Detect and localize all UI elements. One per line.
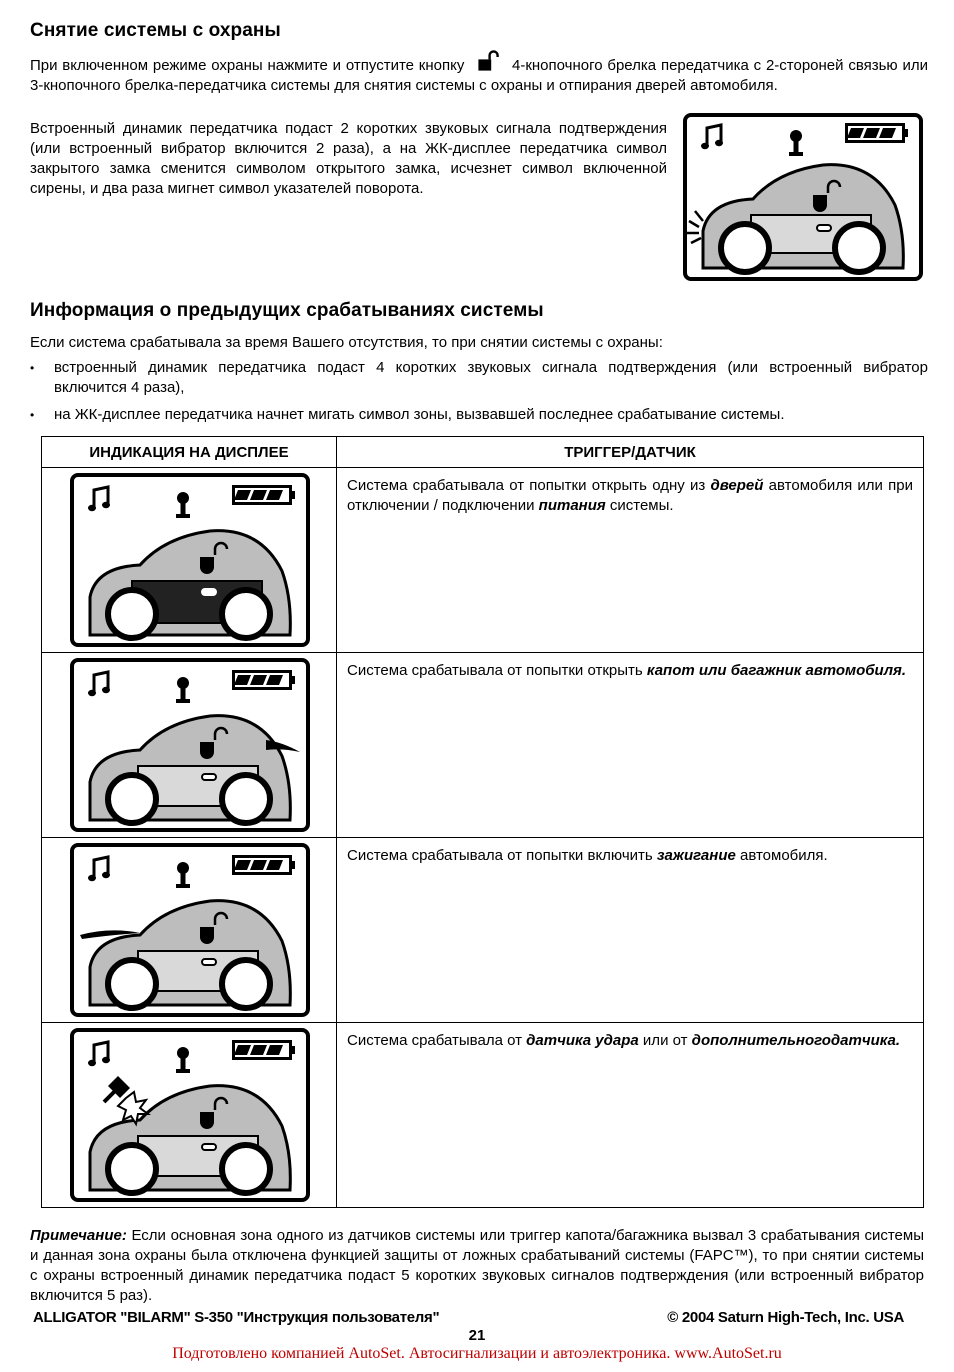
lcd-ignition-icon xyxy=(70,843,310,1017)
column-header-trigger: ТРИГГЕР/ДАТЧИК xyxy=(337,437,924,468)
autoset-link[interactable]: www.AutoSet.ru xyxy=(674,1345,782,1362)
display-cell xyxy=(42,468,337,653)
display-cell xyxy=(42,838,337,1023)
footer-copyright: © 2004 Saturn High-Tech, Inc. USA xyxy=(667,1309,904,1326)
battery-icon xyxy=(847,125,909,142)
display-cell xyxy=(42,653,337,838)
lcd-shock-sensor-icon xyxy=(70,1028,310,1202)
section-title-alarm-history: Информация о предыдущих срабатываниях системы xyxy=(30,300,544,321)
table-row xyxy=(42,468,924,653)
lcd-hood-trunk-icon xyxy=(70,658,310,832)
trigger-description: Система срабатывала от попытки включить зажигание автомобиля. xyxy=(337,838,924,1023)
table-row xyxy=(42,838,924,1023)
table-row xyxy=(42,653,924,838)
bullet-item-2: • на ЖК-дисплее передатчика начнет мигать символ зоны, вызвавшей последнее срабатывание системы. xyxy=(30,406,785,423)
trigger-description: Система срабатывала от попытки открыть одну из дверей автомобиля или при отключении / подключении питания системы. xyxy=(337,468,924,653)
page-number: 21 xyxy=(468,1327,486,1344)
unlock-button-icon xyxy=(475,49,501,73)
indication-table xyxy=(41,436,924,1208)
lcd-doors-icon xyxy=(70,473,310,647)
trigger-description: Система срабатывала от датчика удара или от дополнительногодатчика. xyxy=(337,1023,924,1208)
bullet-mark: • xyxy=(30,361,35,375)
column-header-display: ИНДИКАЦИЯ НА ДИСПЛЕЕ xyxy=(42,437,337,468)
credit-line: Подготовлено компанией AutoSet. Автосигнализации и автоэлектроника. www.AutoSet.ru xyxy=(172,1345,782,1362)
footer-product-title: ALLIGATOR "BILARM" S-350 "Инструкция пользователя" xyxy=(33,1309,440,1326)
display-cell xyxy=(42,1023,337,1208)
disarm-paragraph-2: Встроенный динамик передатчика подаст 2 коротких звуковых сигнала подтверждения (или встроенный вибратор включится 2 раза), а на ЖК-дисплее передатчика символ закрытого замка сменится символом открытого замка, исчезнет символ включенной сирены, и два раза мигнет символ указателей поворота. xyxy=(30,120,667,197)
section-title-disarm: Снятие системы с охраны xyxy=(30,20,281,41)
note-label: Примечание: xyxy=(30,1227,127,1244)
alarm-history-intro: Если система срабатывала за время Вашего отсутствия, то при снятии системы с охраны: xyxy=(30,334,663,351)
table-header-row xyxy=(42,437,924,468)
disarm-paragraph-1: При включенном режиме охраны нажмите и отпустите кнопку 4-кнопочного брелка передатчика с 2-стороней связью или 3-кнопочного брелка-передатчика системы для снятия системы с охраны и отпирания дверей автомобиля. xyxy=(30,49,928,96)
lcd-disarmed-illustration xyxy=(683,113,923,281)
bullet-item-1: • встроенный динамик передатчика подаст 4 коротких звуковых сигнала подтверждения (или встроенный вибратор включится 4 раза), xyxy=(30,359,928,396)
bullet-mark: • xyxy=(30,408,35,422)
note-paragraph: Примечание: Если основная зона одного из датчиков системы или триггер капота/багажника вызвал 3 срабатывания системы и данная зона охраны была отключена функцией защиты от ложных срабатываний системы (FAPC™), то при снятии системы с охраны встроенный динамик передатчика подаст 5 коротких звуковых сигналов подтверждения (или встроенный вибратор включится 5 раз). xyxy=(30,1227,924,1304)
table-row xyxy=(42,1023,924,1208)
trigger-description: Система срабатывала от попытки открыть капот или багажник автомобиля. xyxy=(337,653,924,838)
